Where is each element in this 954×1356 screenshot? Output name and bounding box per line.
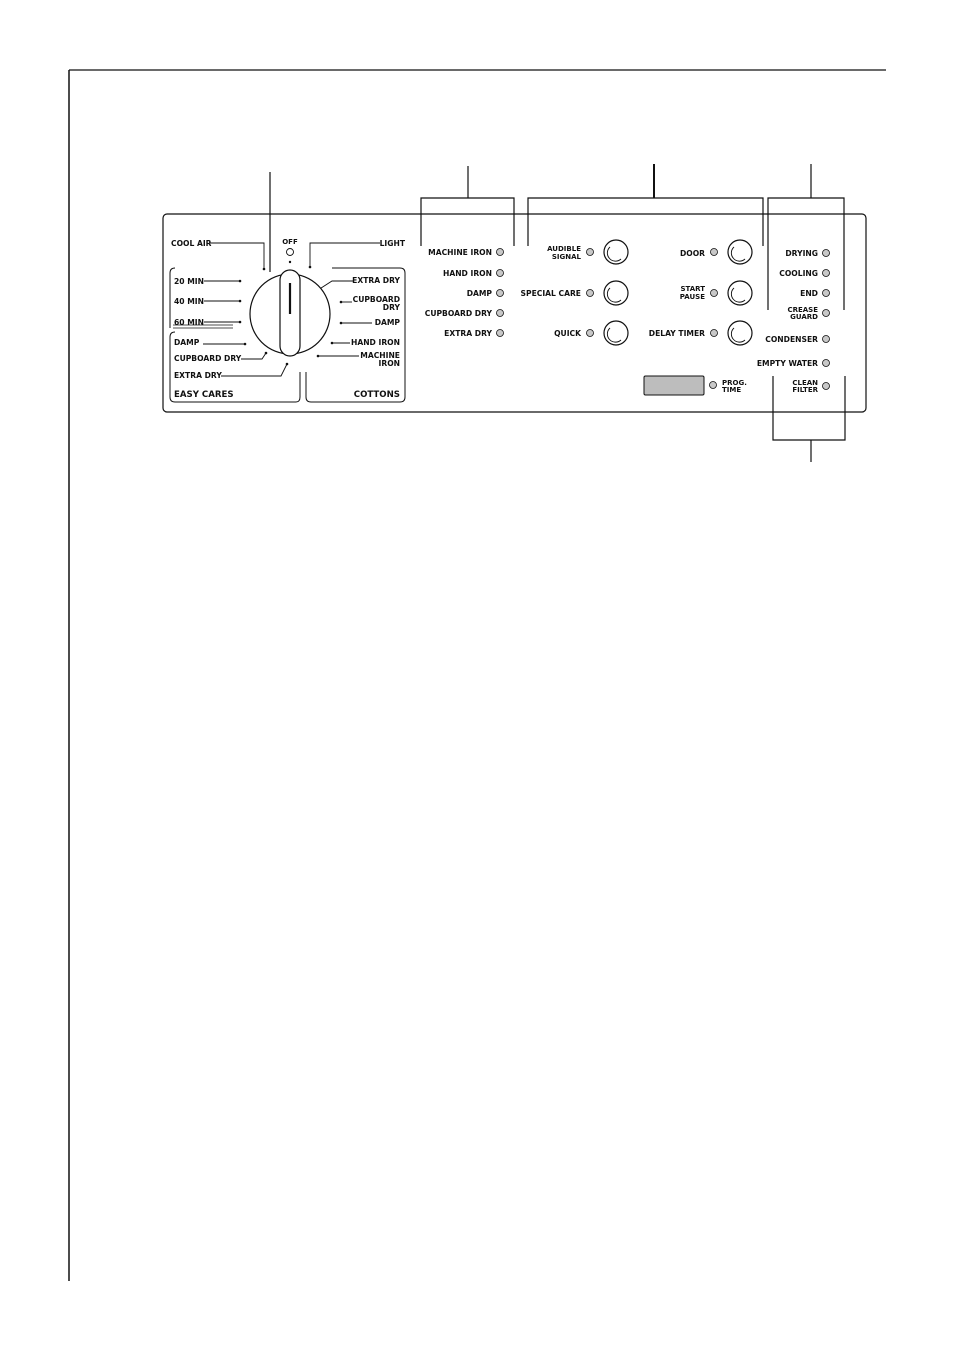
start-pause-label: START xyxy=(680,285,705,293)
dial-timed-label: 40 MIN xyxy=(174,297,204,306)
program-dial-section xyxy=(170,238,406,402)
dial-timed-label: 20 MIN xyxy=(174,277,204,286)
cooling-led-icon xyxy=(823,270,830,277)
cottons-item-label: HAND IRON xyxy=(350,338,400,347)
delay-timer-led-icon xyxy=(711,330,718,337)
end-led-icon xyxy=(823,290,830,297)
audible-signal-label: AUDIBLE xyxy=(547,245,581,253)
drying-led-icon xyxy=(823,250,830,257)
prog-time-label: PROG. xyxy=(722,379,747,387)
cottons-item-label: EXTRA DRY xyxy=(352,276,400,285)
status-indicator-label: CREASE xyxy=(787,306,818,314)
program-selector-knob[interactable] xyxy=(250,270,330,356)
dryness-led-icon xyxy=(497,330,504,337)
status-indicator-label: COOLING xyxy=(779,269,818,278)
cottons-item-label: MACHINE xyxy=(360,351,400,360)
cottons-item-label: IRON xyxy=(378,359,400,368)
start-pause-label: PAUSE xyxy=(679,293,705,301)
quick-led-icon xyxy=(587,330,594,337)
dryness-led-icon xyxy=(497,310,504,317)
time-display-screen xyxy=(644,376,704,395)
warning-indicator-label: FILTER xyxy=(792,386,818,394)
status-indicator-column xyxy=(779,249,829,321)
easy-cares-title: EASY CARES xyxy=(174,390,234,400)
door-label: DOOR xyxy=(679,249,705,258)
start-pause-button[interactable] xyxy=(680,281,752,305)
audible-signal-led-icon xyxy=(587,249,594,256)
dial-timed-label: 60 MIN xyxy=(174,318,204,327)
special-care-led-icon xyxy=(587,290,594,297)
special-care-label: SPECIAL CARE xyxy=(520,289,581,298)
warning-indicator-column xyxy=(757,335,830,394)
delay-timer-button[interactable] xyxy=(649,321,752,345)
quick-button[interactable] xyxy=(554,321,628,345)
dryness-indicator-label: DAMP xyxy=(466,289,492,298)
callout-buttons-bracket xyxy=(528,198,763,246)
dryness-led-icon xyxy=(497,249,504,256)
cottons-title: COTTONS xyxy=(353,390,400,400)
door-button[interactable] xyxy=(680,240,752,264)
condenser-led-icon xyxy=(823,336,830,343)
status-indicator-label: GUARD xyxy=(790,313,818,321)
easy-cares-item-label: EXTRA DRY xyxy=(174,371,222,380)
crease-guard-led-icon xyxy=(823,310,830,317)
warning-indicator-label: EMPTY WATER xyxy=(756,359,818,368)
audible-signal-label: SIGNAL xyxy=(551,253,581,261)
callout-dryness-bracket xyxy=(421,198,514,246)
warning-indicator-label: CLEAN xyxy=(792,379,818,387)
control-buttons-column xyxy=(649,240,752,345)
dial-cool-air-label: COOL AIR xyxy=(171,239,212,248)
off-indicator-icon xyxy=(287,249,294,256)
start-pause-led-icon xyxy=(711,290,718,297)
cottons-item-label: CUPBOARD xyxy=(352,295,400,304)
program-time-display xyxy=(644,376,747,395)
dryness-led-icon xyxy=(497,270,504,277)
special-care-button[interactable] xyxy=(521,281,628,305)
cottons-item-label: DAMP xyxy=(374,318,400,327)
prog-time-label: TIME xyxy=(722,386,742,394)
door-led-icon xyxy=(711,249,718,256)
dial-off-label: OFF xyxy=(282,238,298,246)
dryness-indicator-label: CUPBOARD DRY xyxy=(424,309,492,318)
status-indicator-label: END xyxy=(800,289,818,298)
easy-cares-item-label: DAMP xyxy=(174,338,200,347)
dryness-indicator-label: EXTRA DRY xyxy=(444,329,492,338)
option-buttons-column xyxy=(521,240,628,345)
cottons-item-label: DRY xyxy=(382,303,400,312)
warning-indicator-label: CONDENSER xyxy=(765,335,818,344)
quick-label: QUICK xyxy=(554,329,581,338)
dryness-led-icon xyxy=(497,290,504,297)
clean-filter-led-icon xyxy=(823,383,830,390)
dryness-indicator-column xyxy=(425,248,504,338)
delay-timer-label: DELAY TIMER xyxy=(648,329,705,338)
status-indicator-label: DRYING xyxy=(785,249,818,258)
audible-signal-button[interactable] xyxy=(547,240,628,264)
dryness-indicator-label: MACHINE IRON xyxy=(428,248,492,257)
empty-water-led-icon xyxy=(823,360,830,367)
easy-cares-item-label: CUPBOARD DRY xyxy=(174,354,242,363)
callout-lines xyxy=(270,164,845,462)
prog-time-led-icon xyxy=(710,382,717,389)
dial-light-label: LIGHT xyxy=(379,239,405,248)
dryness-indicator-label: HAND IRON xyxy=(442,269,492,278)
